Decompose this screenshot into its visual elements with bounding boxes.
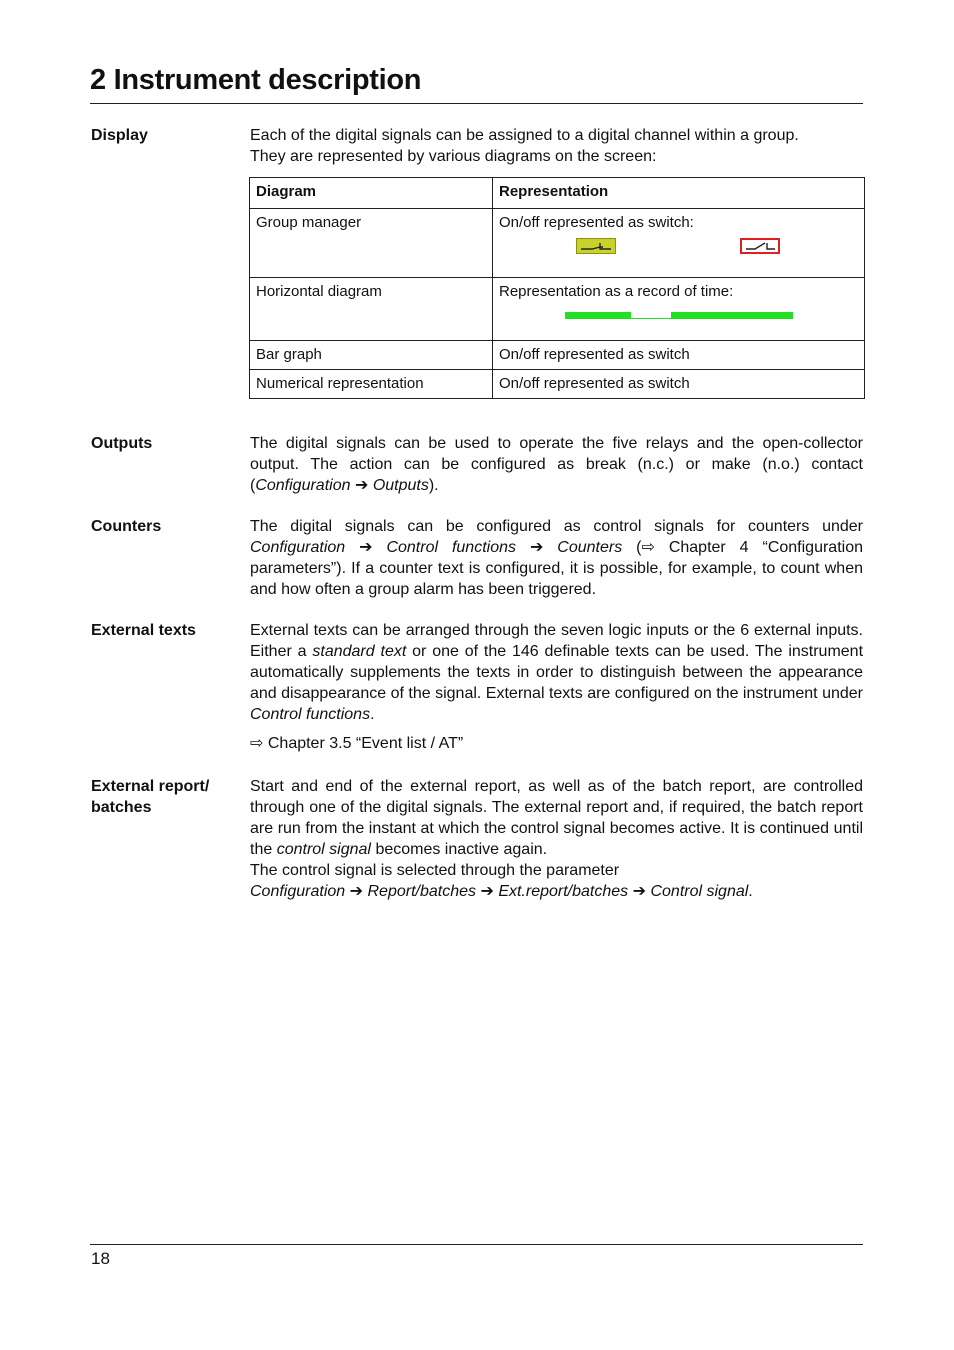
table-cell-diagram: Horizontal diagram bbox=[250, 278, 493, 341]
nav-configuration: Configuration bbox=[250, 883, 346, 900]
table-row bbox=[250, 209, 865, 278]
table-cell-representation bbox=[493, 209, 865, 278]
control-functions-term: Control functions bbox=[250, 706, 371, 723]
nav-control-functions: Control functions bbox=[386, 539, 516, 556]
arrow-icon: ➔ bbox=[354, 477, 369, 494]
control-signal-term: control signal bbox=[276, 841, 371, 858]
table-header-diagram: Diagram bbox=[250, 178, 493, 209]
external-report-text-a: Start and end of the external report, as well as of the batch report, are controlled through one of the digital signals. The external report and, if required, the batch report are run from the instant at which the control signal becomes active. It is continued until the bbox=[250, 778, 863, 858]
representation-table bbox=[249, 177, 865, 399]
table-cell-text: On/off represented as switch: bbox=[499, 214, 694, 231]
section-label-external-report bbox=[91, 776, 241, 818]
page-title: 2 Instrument description bbox=[90, 64, 422, 96]
counters-text-a: The digital signals can be configured as control signals for counters under bbox=[250, 518, 863, 535]
display-text-2: They are represented by various diagrams on the screen: bbox=[250, 148, 657, 165]
nav-configuration: Configuration bbox=[250, 539, 346, 556]
page-number: 18 bbox=[91, 1249, 110, 1268]
table-cell-diagram: Group manager bbox=[250, 209, 493, 278]
outputs-text-b: ). bbox=[428, 477, 439, 494]
external-report-text-c: The control signal is selected through the parameter bbox=[250, 862, 620, 879]
label-line-2: batches bbox=[91, 799, 152, 816]
table-header-representation: Representation bbox=[493, 178, 865, 209]
outputs-paragraph bbox=[250, 433, 863, 496]
title-divider bbox=[90, 103, 863, 104]
record-segment-off bbox=[631, 318, 671, 319]
arrow-icon: ➔ bbox=[529, 539, 544, 556]
section-label-external-texts: External texts bbox=[91, 622, 196, 639]
outputs-text-a: The digital signals can be used to operate the five relays and the open-collector output. The action can be configured as break (n.c.) or make (n.o.) contact ( bbox=[250, 435, 863, 494]
switch-off-icon bbox=[740, 238, 780, 254]
display-text-1: Each of the digital signals can be assigned to a digital channel within a group. bbox=[250, 127, 799, 144]
record-segment-on bbox=[565, 312, 631, 319]
parameter-path-end: . bbox=[748, 883, 753, 900]
arrow-icon: ➔ bbox=[632, 883, 647, 900]
label-line-1: External report/ bbox=[91, 778, 210, 795]
external-report-paragraph bbox=[250, 776, 863, 860]
table-row bbox=[250, 341, 865, 370]
external-report-parameter-text bbox=[250, 860, 863, 902]
external-texts-text-c: . bbox=[370, 706, 375, 723]
table-header-row bbox=[250, 178, 865, 209]
external-texts-paragraph bbox=[250, 620, 863, 725]
reference-arrow-icon: ⇨ bbox=[641, 539, 655, 556]
section-label-display: Display bbox=[91, 127, 148, 144]
arrow-icon: ➔ bbox=[349, 883, 364, 900]
nav-ext-report-batches: Ext.report/batches bbox=[498, 883, 629, 900]
display-paragraph bbox=[250, 125, 863, 167]
switch-on-icon bbox=[576, 238, 616, 254]
reference-arrow-icon: ⇨ bbox=[250, 735, 264, 752]
footer-divider bbox=[90, 1244, 863, 1245]
nav-configuration: Configuration bbox=[255, 477, 351, 494]
chapter-reference bbox=[250, 733, 863, 754]
external-texts-text-b: or one of the 146 definable texts can be used. The instrument automatically supplements the texts in order to distinguish between the appearance and disappearance of the signal. External texts are configured on the instrument under bbox=[250, 643, 864, 702]
reference-link-text: Chapter 3.5 “Event list / AT” bbox=[267, 735, 464, 752]
table-cell-diagram: Bar graph bbox=[250, 341, 493, 370]
table-cell-representation bbox=[493, 278, 865, 341]
nav-counters: Counters bbox=[557, 539, 623, 556]
external-report-text-b: becomes inactive again. bbox=[375, 841, 548, 858]
section-label-outputs: Outputs bbox=[91, 435, 153, 452]
record-segment-on bbox=[671, 312, 793, 319]
table-cell-text: Representation as a record of time: bbox=[499, 283, 734, 300]
external-texts-text-a: External texts can be arranged through the seven logic inputs or the 6 external inputs. Either a bbox=[250, 622, 863, 660]
time-record-bar bbox=[499, 301, 858, 323]
nav-outputs: Outputs bbox=[372, 477, 429, 494]
switch-icons bbox=[499, 232, 858, 256]
table-cell-representation: On/off represented as switch bbox=[493, 370, 865, 399]
table-cell-diagram: Numerical representation bbox=[250, 370, 493, 399]
nav-control-signal: Control signal bbox=[650, 883, 749, 900]
parameter-path bbox=[250, 881, 863, 902]
arrow-icon: ➔ bbox=[480, 883, 494, 900]
nav-report-batches: Report/batches bbox=[367, 883, 476, 900]
section-label-counters: Counters bbox=[91, 518, 162, 535]
counters-text-b: Chapter 4 “Configuration parameters”). If a counter text is configured, it is possible, for example, to count when and how often a group alarm has been triggered. bbox=[250, 539, 863, 598]
table-row bbox=[250, 278, 865, 341]
standard-text-term: standard text bbox=[312, 643, 407, 660]
table-row bbox=[250, 370, 865, 399]
counters-paragraph: The digital signals can be configured as control signals for counters under Configuration ➔ Control functions ➔ Counters (⇨ Chapter 4 “Configuration parameters”). If a counter text is configured, it is possible, for example, to count when and how often a group alarm has been triggered. bbox=[250, 518, 863, 598]
table-cell-representation: On/off represented as switch bbox=[493, 341, 865, 370]
arrow-icon: ➔ bbox=[359, 539, 373, 556]
